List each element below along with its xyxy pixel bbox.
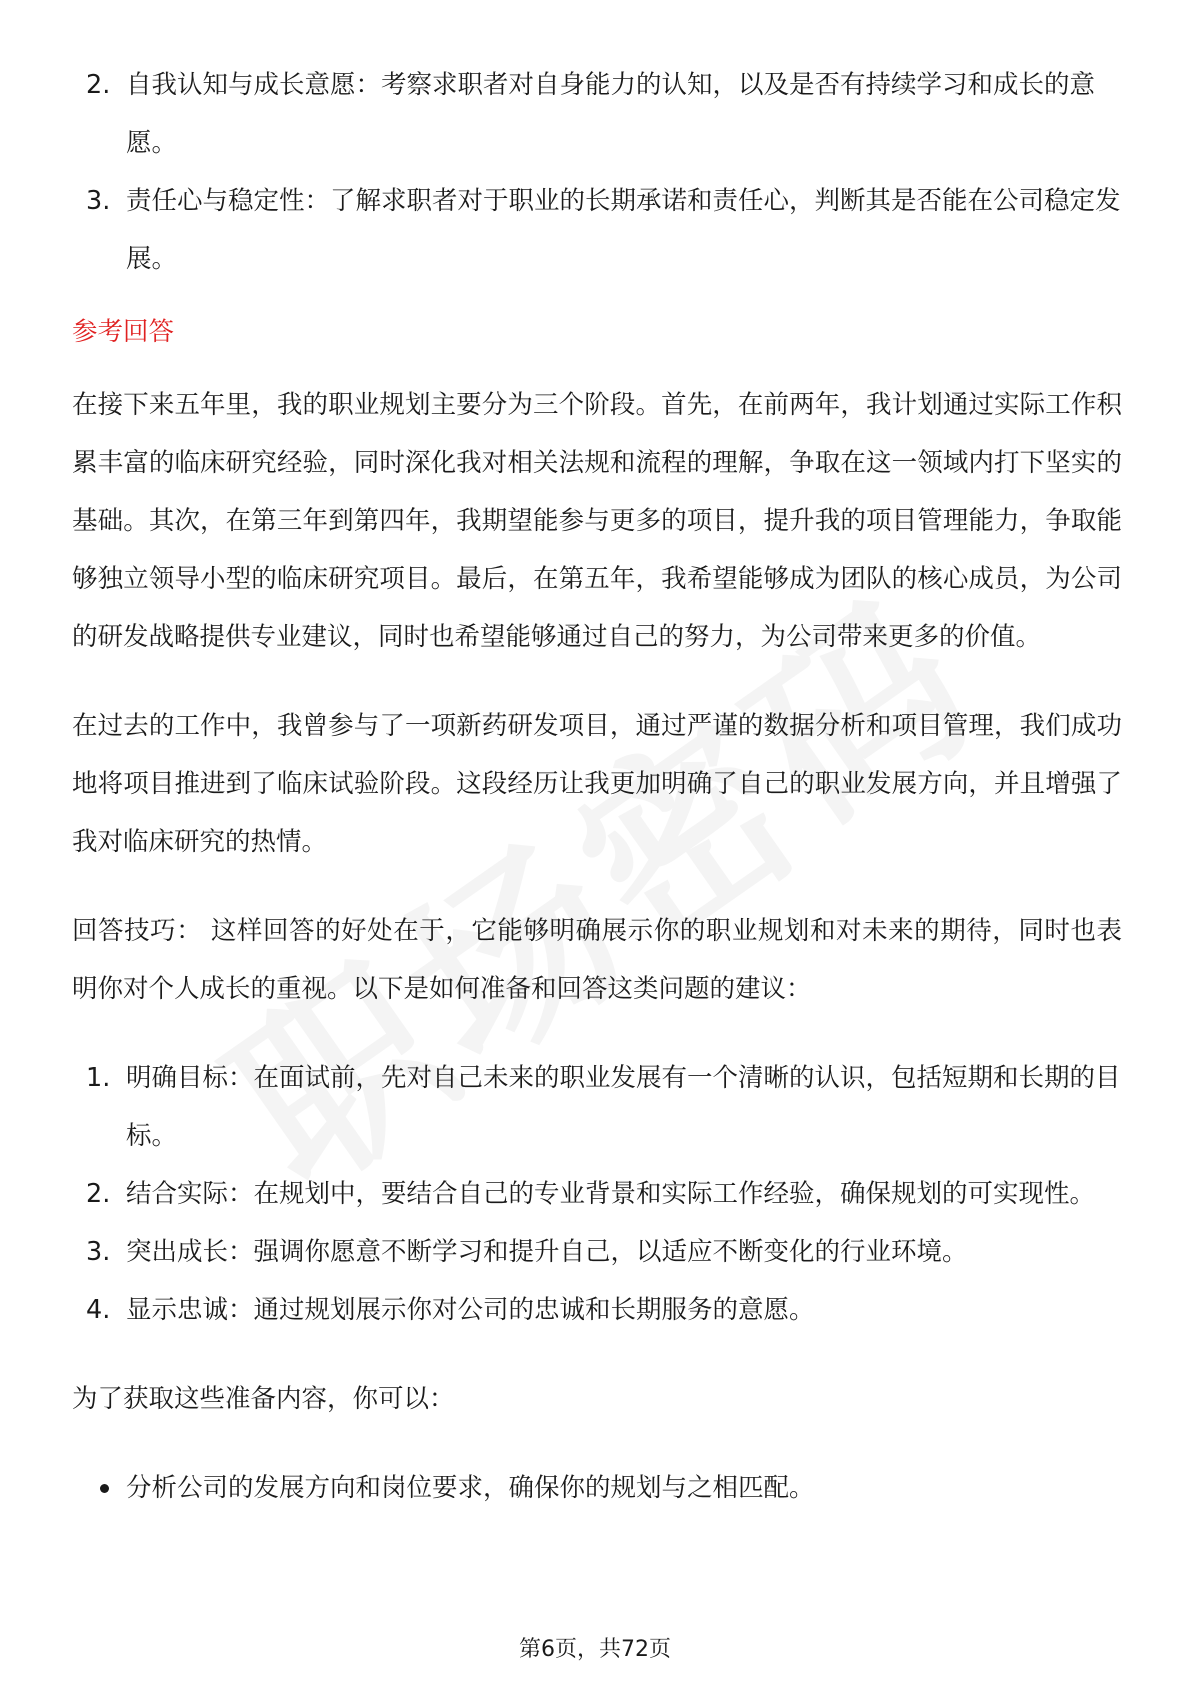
- list-item: [72, 56, 1122, 172]
- list-number: 3.: [86, 186, 111, 216]
- tips-list: [72, 1049, 1122, 1339]
- list-item: [72, 1459, 1122, 1517]
- reference-answer-heading: 参考回答: [72, 317, 175, 347]
- criteria-list: [72, 56, 1122, 288]
- page-number-footer: 第6页，共72页: [519, 1637, 671, 1662]
- list-item: [72, 1165, 1122, 1223]
- list-item-text: 自我认知与成长意愿：考察求职者对自身能力的认知，以及是否有持续学习和成长的意愿。: [126, 70, 1096, 158]
- list-number: 1.: [86, 1063, 111, 1093]
- list-item: [72, 1281, 1122, 1339]
- list-item: [72, 172, 1122, 288]
- preparation-intro: 为了获取这些准备内容，你可以：: [72, 1384, 455, 1414]
- page-content: [72, 56, 1122, 1517]
- list-number: 2.: [86, 70, 111, 100]
- answer-tips-paragraph: 回答技巧： 这样回答的好处在于，它能够明确展示你的职业规划和对未来的期待，同时也表明你对个人成长的重视。以下是如何准备和回答这类问题的建议：: [72, 916, 1122, 1004]
- list-item-text: 突出成长：强调你愿意不断学习和提升自己，以适应不断变化的行业环境。: [126, 1237, 968, 1267]
- list-item: [72, 1223, 1122, 1281]
- list-item-text: 明确目标：在面试前，先对自己未来的职业发展有一个清晰的认识，包括短期和长期的目标。: [126, 1063, 1121, 1151]
- list-number: 4.: [86, 1295, 111, 1325]
- list-item-text: 分析公司的发展方向和岗位要求，确保你的规划与之相匹配。: [126, 1473, 815, 1503]
- answer-paragraph-experience: 在过去的工作中，我曾参与了一项新药研发项目，通过严谨的数据分析和项目管理，我们成功地将项目推进到了临床试验阶段。这段经历让我更加明确了自己的职业发展方向，并且增强了我对临床研究的热情。: [72, 711, 1122, 857]
- list-item-text: 结合实际：在规划中，要结合自己的专业背景和实际工作经验，确保规划的可实现性。: [126, 1179, 1096, 1209]
- list-number: 3.: [86, 1237, 111, 1267]
- answer-paragraph-plan: 在接下来五年里，我的职业规划主要分为三个阶段。首先，在前两年，我计划通过实际工作积累丰富的临床研究经验，同时深化我对相关法规和流程的理解，争取在这一领域内打下坚实的基础。其次，在第三年到第四年，我期望能参与更多的项目，提升我的项目管理能力，争取能够独立领导小型的临床研究项目。最后，在第五年，我希望能够成为团队的核心成员，为公司的研发战略提供专业建议，同时也希望能够通过自己的努力，为公司带来更多的价值。: [72, 390, 1122, 652]
- bullet-icon: [100, 1484, 109, 1493]
- list-item: [72, 1049, 1122, 1165]
- list-number: 2.: [86, 1179, 111, 1209]
- preparation-bullet-list: [72, 1459, 1122, 1517]
- list-item-text: 责任心与稳定性：了解求职者对于职业的长期承诺和责任心，判断其是否能在公司稳定发展。: [126, 186, 1121, 274]
- list-item-text: 显示忠诚：通过规划展示你对公司的忠诚和长期服务的意愿。: [126, 1295, 815, 1325]
